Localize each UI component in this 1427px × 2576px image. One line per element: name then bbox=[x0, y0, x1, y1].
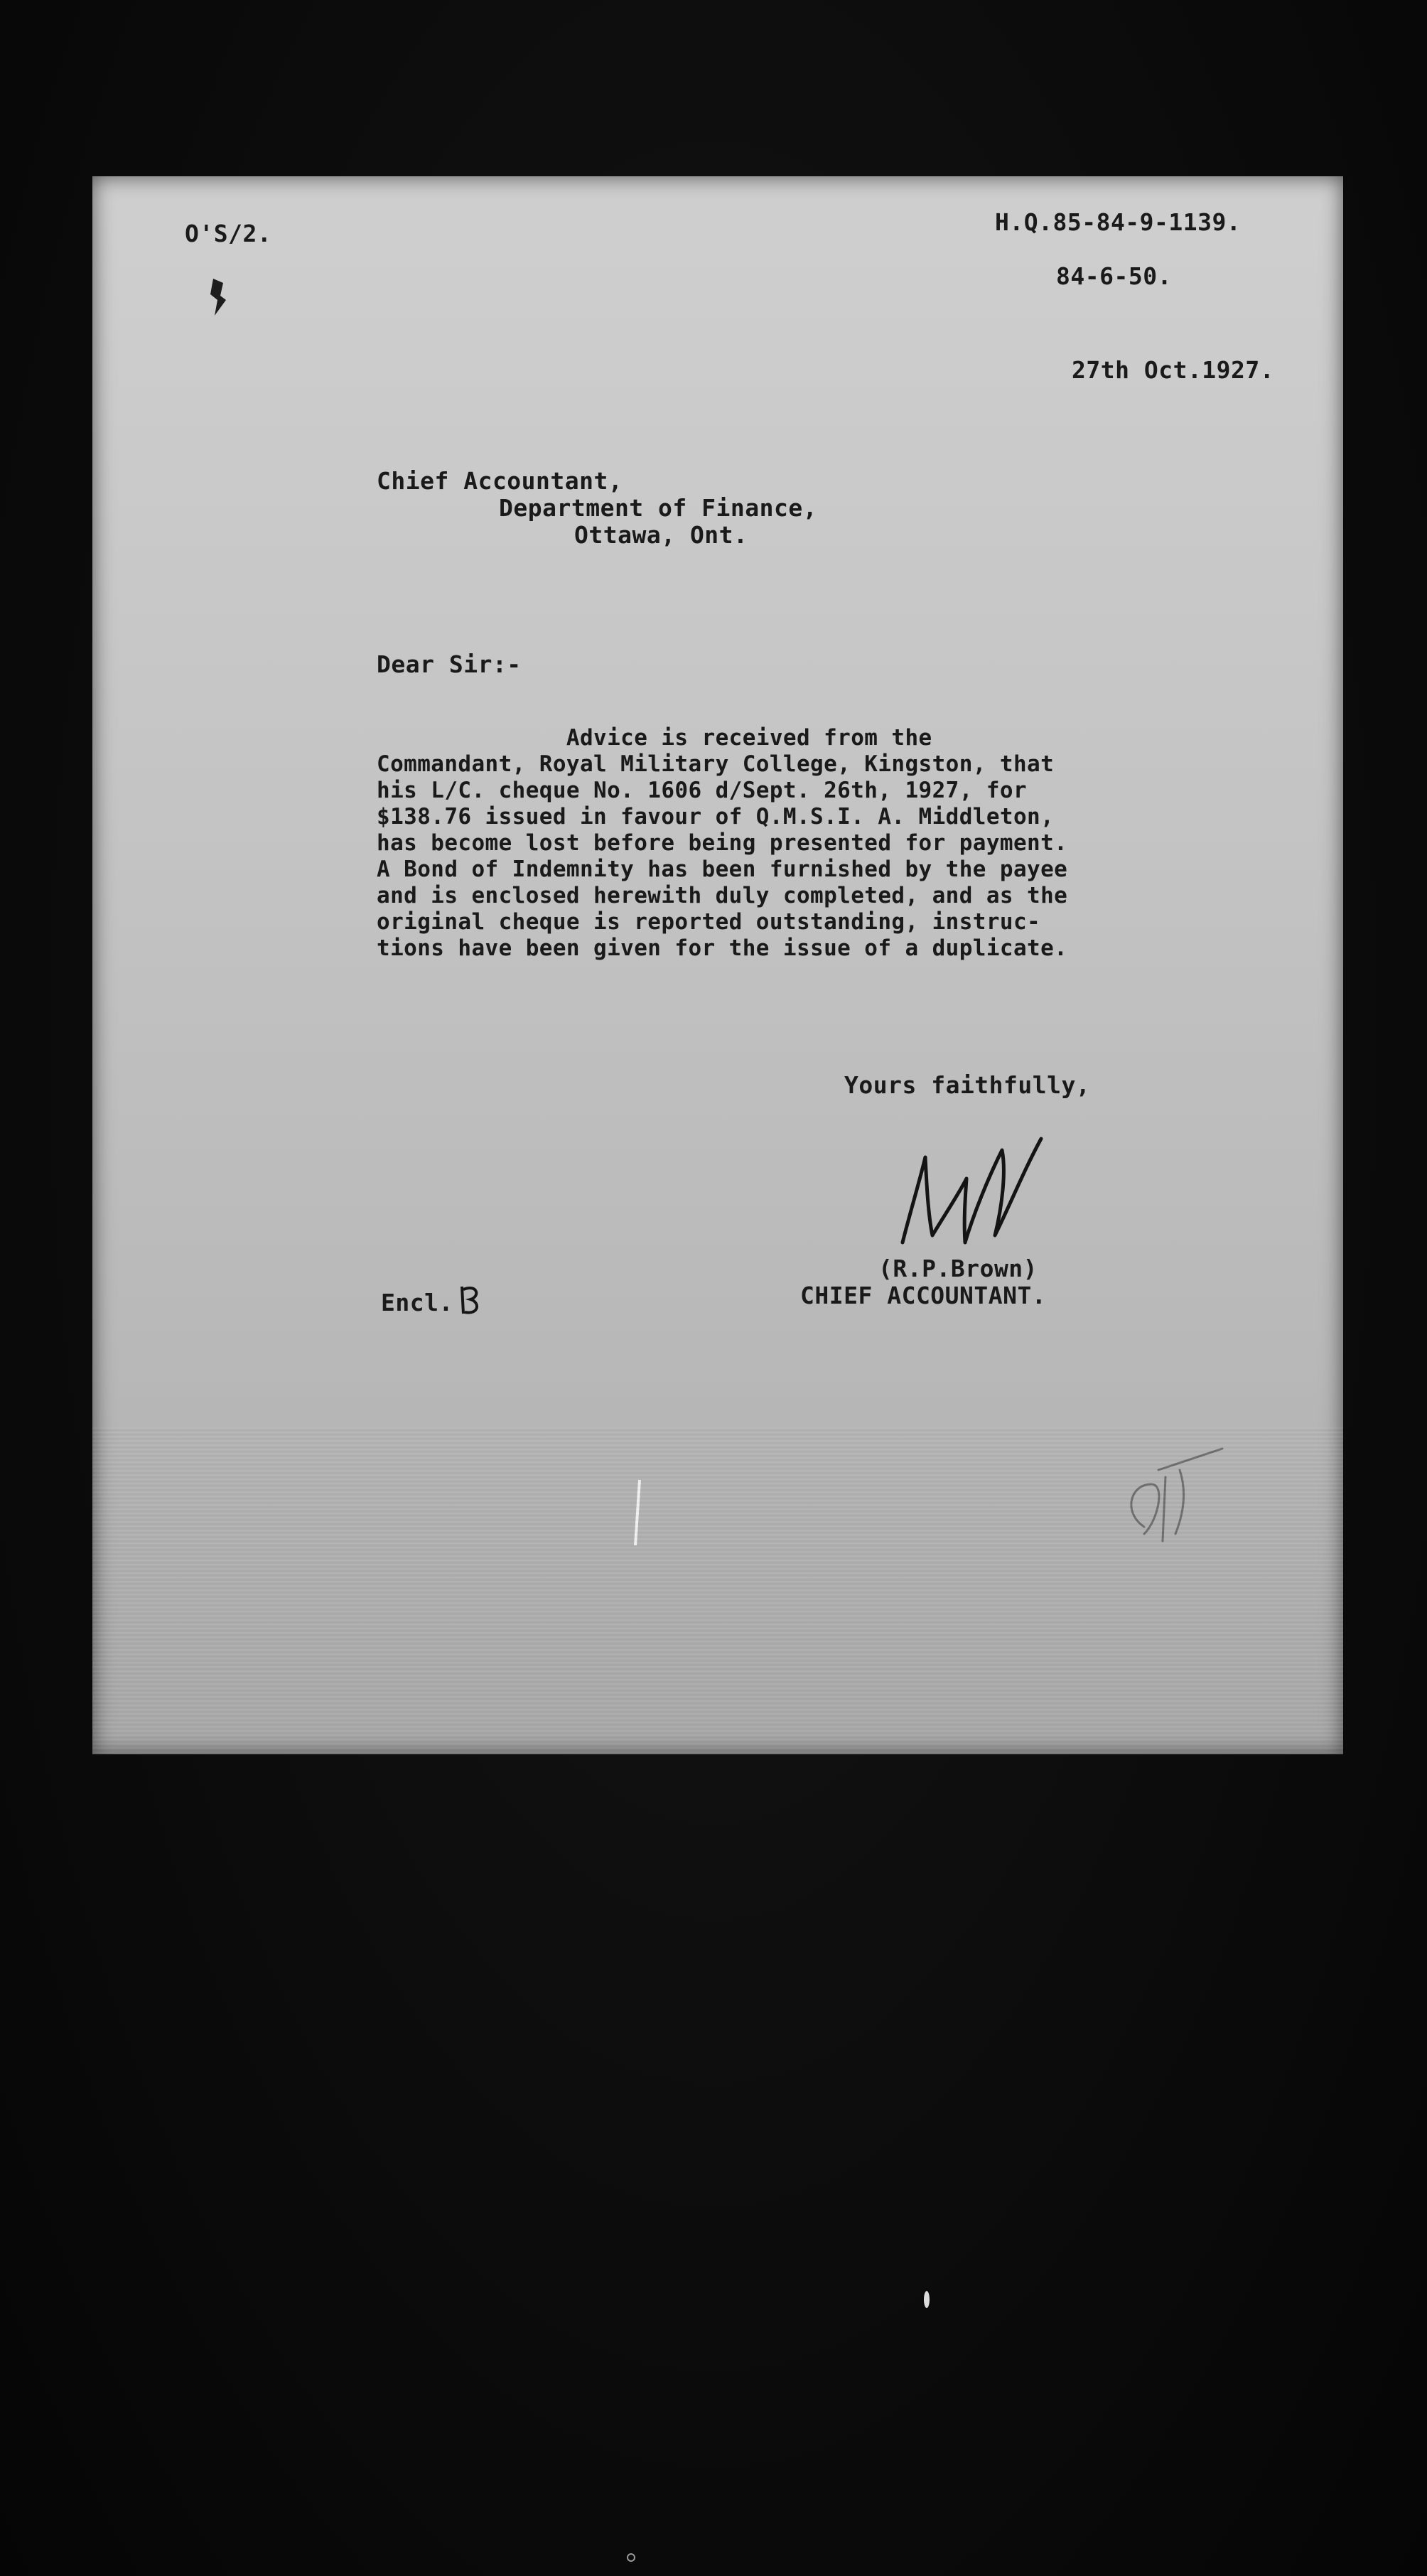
recipient-line-2: Department of Finance, bbox=[499, 494, 818, 522]
body-line: Commandant, Royal Military College, Kingston, that bbox=[377, 751, 1055, 777]
signer-name: (R.P.Brown) bbox=[878, 1255, 1038, 1282]
scratch-mark bbox=[631, 1477, 645, 1548]
letter-body bbox=[377, 725, 1229, 962]
body-line: Advice is received from the bbox=[377, 725, 932, 751]
body-line: and is enclosed herewith duly completed, and as the bbox=[377, 883, 1068, 908]
dust-speck bbox=[625, 2552, 637, 2563]
file-code: O'S/2. bbox=[185, 220, 272, 247]
dust-speck bbox=[921, 2289, 932, 2310]
signer-title: CHIEF ACCOUNTANT. bbox=[800, 1282, 1047, 1309]
enclosure-note: Encl. bbox=[381, 1289, 453, 1316]
body-line: tions have been given for the issue of a duplicate. bbox=[377, 935, 1068, 961]
salutation: Dear Sir:- bbox=[377, 650, 522, 678]
pencil-initials bbox=[1116, 1442, 1229, 1548]
body-line: has become lost before being presented for payment. bbox=[377, 830, 1068, 856]
recipient-line-3: Ottawa, Ont. bbox=[574, 521, 748, 549]
body-line: $138.76 issued in favour of Q.M.S.I. A. Middleton, bbox=[377, 804, 1055, 830]
body-line: A Bond of Indemnity has been furnished by the payee bbox=[377, 857, 1068, 882]
ink-mark bbox=[205, 276, 233, 318]
body-line: original cheque is reported outstanding, instruc- bbox=[377, 909, 1041, 935]
letter-page bbox=[92, 176, 1343, 1754]
body-line: his L/C. cheque No. 1606 d/Sept. 26th, 1927, for bbox=[377, 778, 1028, 803]
recipient-line-1: Chief Accountant, bbox=[377, 467, 623, 495]
reference-number-2: 84-6-50. bbox=[1056, 262, 1172, 290]
reference-number-1: H.Q.85-84-9-1139. bbox=[995, 208, 1242, 236]
handwritten-signature bbox=[881, 1129, 1066, 1257]
closing: Yours faithfully, bbox=[844, 1071, 1091, 1099]
letter-date: 27th Oct.1927. bbox=[1072, 356, 1275, 384]
enclosure-count-mark bbox=[456, 1282, 485, 1318]
